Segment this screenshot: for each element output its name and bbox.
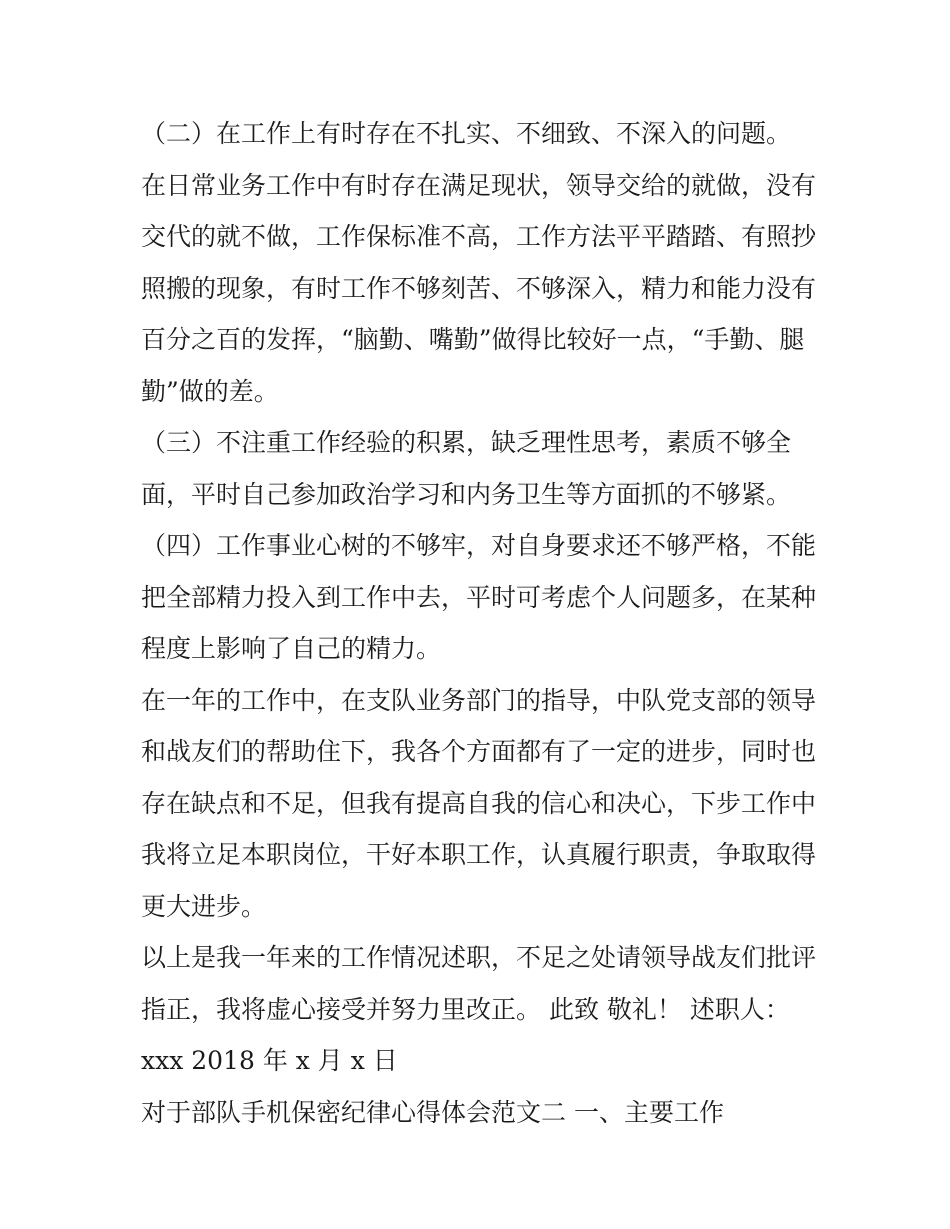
text-line: 面，平时自己参加政治学习和内务卫生等方面抓的不够紧。 [141, 479, 792, 509]
text-line: 照搬的现象，有时工作不够刻苦、不够深入，精力和能力没有 [141, 273, 817, 303]
text-line: 指正，我将虚心接受并努力里改正。 此致 敬礼！ 述职人： [141, 994, 790, 1024]
text-line: （四）工作事业心树的不够牢，对自身要求还不够严格，不能 [141, 531, 817, 560]
document-body [141, 108, 831, 1138]
text-line: 我将立足本职岗位，干好本职工作，认真履行职责，争取取得 [141, 840, 817, 869]
text-line: 对于部队手机保密纪律心得体会范文二 一、主要工作 [141, 1097, 724, 1127]
text-line: 更大进步。 [141, 891, 267, 921]
text-line: 交代的就不做，工作保标准不高，工作方法平平踏踏、有照抄 [141, 222, 817, 251]
text-line: （三）不注重工作经验的积累，缺乏理性思考，素质不够全 [141, 428, 792, 457]
text-line: （二）在工作上有时存在不扎实、不细致、不深入的问题。 [141, 119, 792, 148]
text-line: 把全部精力投入到工作中去，平时可考虑个人问题多，在某种 [141, 582, 817, 612]
text-line: 百分之百的发挥，“脑勤、嘴勤”做得比较好一点，“手勤、腿 [141, 325, 805, 354]
text-line: 在一年的工作中，在支队业务部门的指导，中队党支部的领导 [141, 685, 817, 715]
text-line: 在日常业务工作中有时存在满足现状，领导交给的就做，没有 [141, 170, 817, 200]
text-line: xxx 2018 年 x 月 x 日 [141, 1046, 398, 1075]
text-line: 以上是我一年来的工作情况述职，不足之处请领导战友们批评 [141, 943, 817, 972]
text-line: 存在缺点和不足，但我有提高自我的信心和决心，下步工作中 [141, 788, 817, 818]
text-line: 和战友们的帮助住下，我各个方面都有了一定的进步，同时也 [141, 737, 817, 766]
text-line: 勤”做的差。 [141, 376, 279, 406]
text-line: 程度上影响了自己的精力。 [141, 634, 442, 663]
